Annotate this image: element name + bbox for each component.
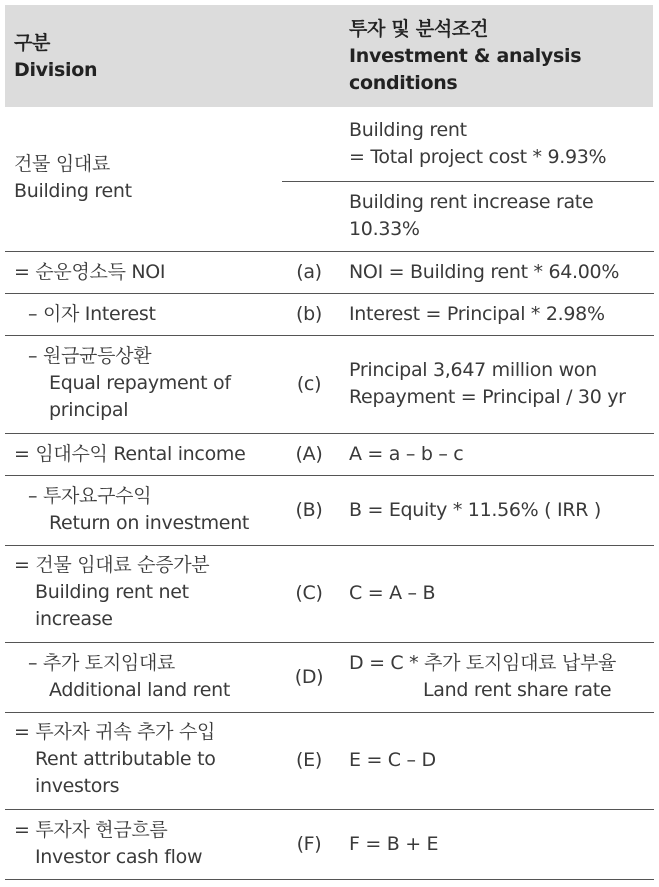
header-division [14,30,97,84]
row-condition: B = Equity * 11.56% ( IRR ) [349,499,601,521]
row-label: = 투자자 현금흐름 Investor cash flow [14,819,203,868]
row-divider [5,879,654,880]
row-divider [5,335,654,336]
row-condition: D = C * 추가 토지임대료 납부율 Land rent share rate [349,652,617,701]
row-condition: E = C – D [349,749,436,771]
row-divider [5,475,654,476]
row-code: (B) [295,499,323,521]
row-divider [5,293,654,294]
row-label: – 투자요구수익 Return on investment [28,485,250,534]
row-label: 건물 임대료 Building rent [14,153,132,202]
row-code: (c) [296,373,322,395]
header-division-ko: 구분 [14,32,51,54]
header-conditions-en-2: conditions [349,72,458,94]
row-condition: Building rent increase rate 10.33% [349,191,594,240]
row-condition: F = B + E [349,833,439,855]
header-conditions-en-1: Investment & analysis [349,45,582,67]
row-divider [5,545,654,546]
row-condition: NOI = Building rent * 64.00% [349,261,620,283]
row-condition: Interest = Principal * 2.98% [349,303,605,325]
row-label: = 임대수익 Rental income [14,443,246,465]
row-code: (F) [296,833,322,855]
header-conditions-ko: 투자 및 분석조건 [349,18,489,40]
row-condition: A = a – b – c [349,443,464,465]
row-condition: Principal 3,647 million won Repayment = Principal / 30 yr [349,359,626,408]
row-label: – 원금균등상환 Equal repayment of principal [28,345,231,421]
row-condition: C = A – B [349,582,436,604]
row-divider [5,251,654,252]
row-label: = 건물 임대료 순증가분 Building rent net increase [14,554,210,630]
row-label: – 이자 Interest [28,303,156,325]
header-conditions [349,16,581,97]
header-division-en: Division [14,59,98,81]
row-label: = 투자자 귀속 추가 수입 Rent attributable to investors [14,721,216,797]
row-code: (a) [296,261,322,283]
row-divider [282,181,654,182]
row-code: (D) [294,666,324,688]
row-label: – 추가 토지임대료 Additional land rent [28,652,231,701]
row-divider [5,433,654,434]
row-label: = 순운영소득 NOI [14,261,166,283]
row-code: (E) [296,749,322,771]
row-divider [5,642,654,643]
row-code: (A) [295,443,323,465]
row-divider [5,809,654,810]
row-code: (b) [296,303,322,325]
row-divider [5,712,654,713]
row-code: (C) [295,582,323,604]
row-condition: Building rent = Total project cost * 9.93% [349,119,607,168]
